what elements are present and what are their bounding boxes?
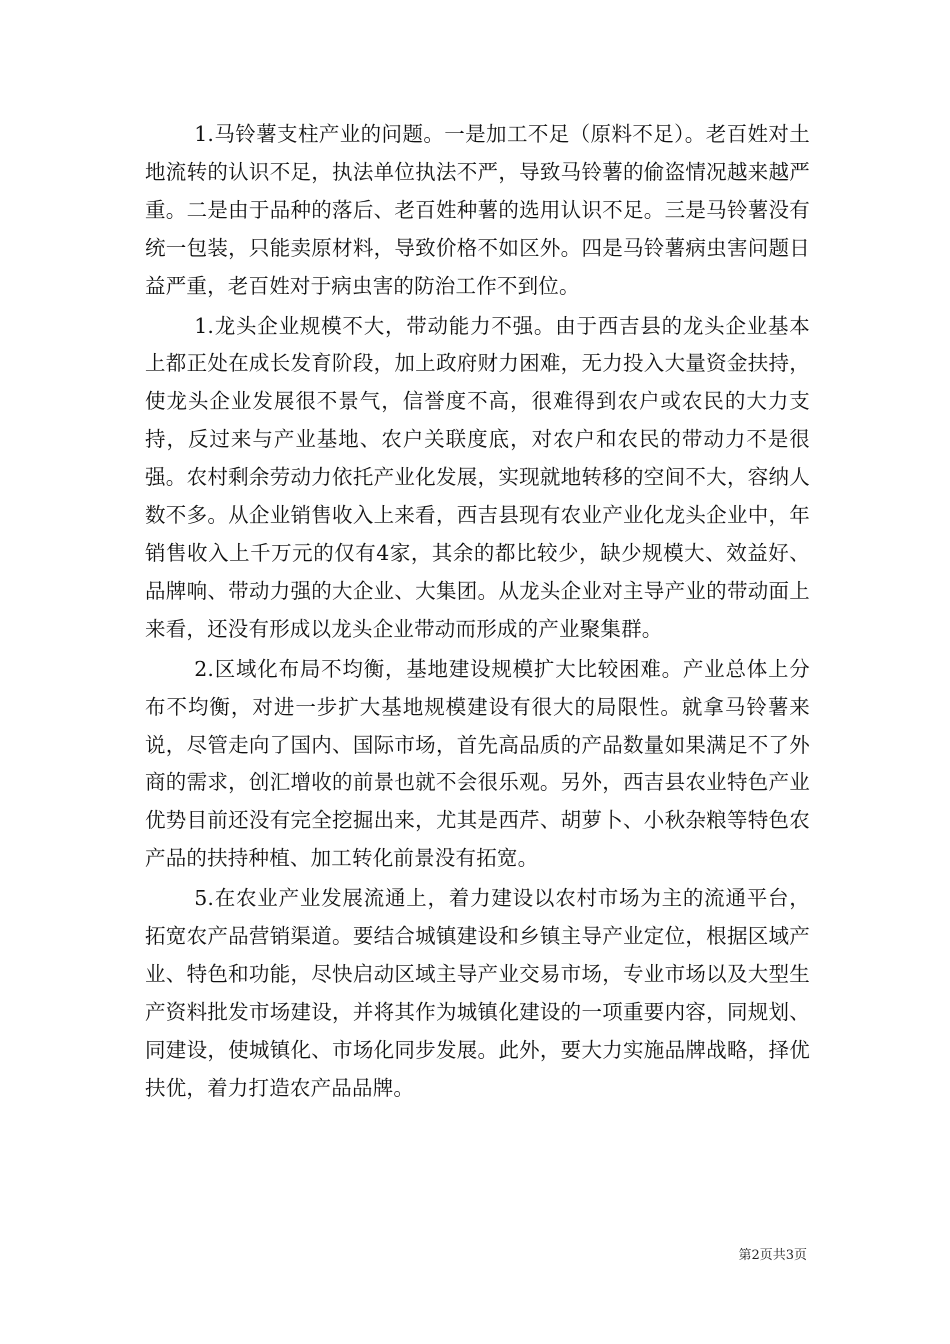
document-body	[145, 116, 810, 1110]
paragraph-leading-enterprises: 1.龙头企业规模不大，带动能力不强。由于西吉县的龙头企业基本上都正处在成长发育阶段，加上政府财力困难，无力投入大量资金扶持，使龙头企业发展很不景气，信誉度不高，很难得到农户或农民的大力支持，反过来与产业基地、农户关联度底，对农户和农民的带动力不是很强。农村剩余劳动力依托产业化发展，实现就地转移的空间不大，容纳人数不多。从企业销售收入上来看，西吉县现有农业产业化龙头企业中，年销售收入上千万元的仅有4家，其余的都比较少，缺少规模大、效益好、品牌响、带动力强的大企业、大集团。从龙头企业对主导产业的带动面上来看，还没有形成以龙头企业带动而形成的产业聚集群。	[145, 313, 810, 641]
paragraph-regional-layout: 2.区域化布局不均衡，基地建设规模扩大比较困难。产业总体上分布不均衡，对进一步扩大基地规模建设有很大的局限性。就拿马铃薯来说，尽管走向了国内、国际市场，首先高品质的产品数量如果满足不了外商的需求，创汇增收的前景也就不会很乐观。另外，西吉县农业特色产业优势目前还没有完全挖掘出来，尤其是西芹、胡萝卜、小秋杂粮等特色农产品的扶持种植、加工转化前景没有拓宽。	[145, 656, 810, 871]
page-number: 第2页共3页	[738, 1248, 807, 1263]
paragraph-potato-industry: 1.马铃薯支柱产业的问题。一是加工不足（原料不足）。老百姓对土地流转的认识不足，执法单位执法不严，导致马铃薯的偷盗情况越来越严重。二是由于品种的落后、老百姓种薯的选用认识不足。三是马铃薯没有统一包装，只能卖原材料，导致价格不如区外。四是马铃薯病虫害问题日益严重，老百姓对于病虫害的防治工作不到位。	[145, 122, 810, 298]
paragraph-market-circulation: 5.在农业产业发展流通上，着力建设以农村市场为主的流通平台，拓宽农产品营销渠道。要结合城镇建设和乡镇主导产业定位，根据区域产业、特色和功能，尽快启动区域主导产业交易市场，专业市场以及大型生产资料批发市场建设，并将其作为城镇化建设的一项重要内容，同规划、同建设，使城镇化、市场化同步发展。此外，要大力实施品牌战略，择优扶优，着力打造农产品品牌。	[145, 886, 810, 1100]
